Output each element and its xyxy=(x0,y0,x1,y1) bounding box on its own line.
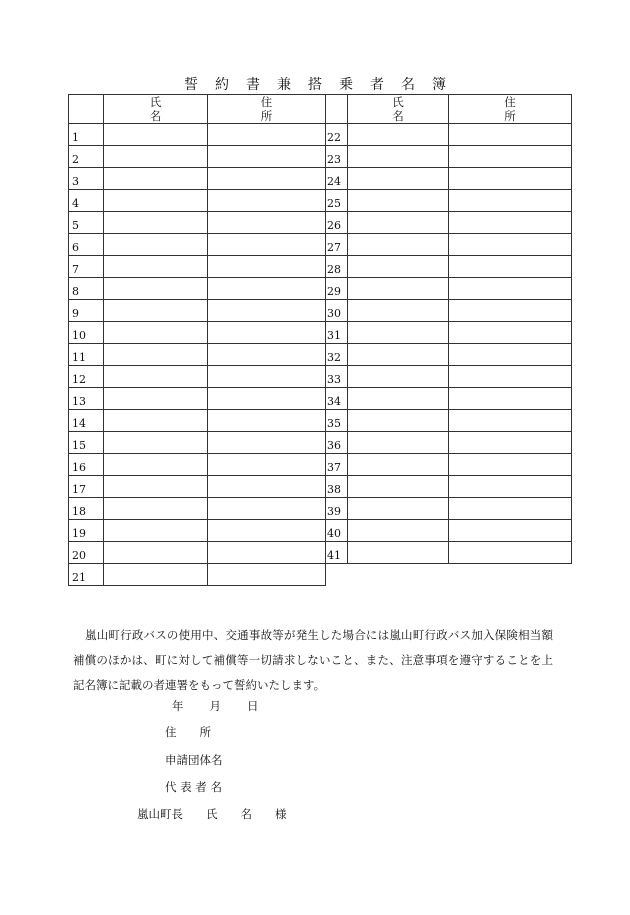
address-cell[interactable] xyxy=(208,300,326,322)
row-number: 14 xyxy=(69,410,104,432)
name-cell[interactable] xyxy=(348,190,449,212)
table-row xyxy=(326,366,572,388)
row-number: 38 xyxy=(326,476,348,498)
address-cell[interactable] xyxy=(449,300,572,322)
name-cell[interactable] xyxy=(104,366,208,388)
header-address: 住 所 xyxy=(208,95,326,124)
address-cell[interactable] xyxy=(449,212,572,234)
row-number: 16 xyxy=(69,454,104,476)
name-cell[interactable] xyxy=(348,300,449,322)
row-number: 26 xyxy=(326,212,348,234)
row-number: 12 xyxy=(69,366,104,388)
row-number: 23 xyxy=(326,146,348,168)
name-cell[interactable] xyxy=(104,322,208,344)
address-label: 住 所 xyxy=(165,725,211,739)
address-cell[interactable] xyxy=(208,168,326,190)
name-cell[interactable] xyxy=(348,410,449,432)
row-number: 19 xyxy=(69,520,104,542)
address-cell[interactable] xyxy=(449,366,572,388)
representative-label: 代 表 者 名 xyxy=(165,780,222,794)
row-number: 3 xyxy=(69,168,104,190)
row-number: 17 xyxy=(69,476,104,498)
address-cell[interactable] xyxy=(208,146,326,168)
name-cell[interactable] xyxy=(104,256,208,278)
table-row xyxy=(69,410,326,432)
table-row xyxy=(326,168,572,190)
table-row xyxy=(326,476,572,498)
row-number: 34 xyxy=(326,388,348,410)
pledge-text: 嵐山町行政バスの使用中、交通事故等が発生した場合には嵐山町行政バス加入保険相当額補償のほかは、町に対して補償等一切請求しないこと、また、注意事項を遵守することを上記名簿に記載の者連署をもって誓約いたします。 xyxy=(73,627,553,692)
row-number: 1 xyxy=(69,124,104,146)
name-cell[interactable] xyxy=(348,476,449,498)
address-cell[interactable] xyxy=(449,454,572,476)
name-cell[interactable] xyxy=(348,168,449,190)
name-cell[interactable] xyxy=(348,432,449,454)
table-row xyxy=(69,366,326,388)
row-number: 7 xyxy=(69,256,104,278)
row-number: 27 xyxy=(326,234,348,256)
table-row xyxy=(69,300,326,322)
row-number: 9 xyxy=(69,300,104,322)
row-number: 39 xyxy=(326,498,348,520)
address-cell[interactable] xyxy=(449,190,572,212)
row-number: 11 xyxy=(69,344,104,366)
table-row xyxy=(69,564,326,586)
name-cell[interactable] xyxy=(348,366,449,388)
name-cell[interactable] xyxy=(348,388,449,410)
address-cell[interactable] xyxy=(449,278,572,300)
name-cell[interactable] xyxy=(104,168,208,190)
table-row xyxy=(326,322,572,344)
table-row xyxy=(326,432,572,454)
table-row xyxy=(326,300,572,322)
table-row xyxy=(69,432,326,454)
addressee-line: 嵐山町長 氏 名 様 xyxy=(137,807,287,821)
row-number: 40 xyxy=(326,520,348,542)
name-cell[interactable] xyxy=(348,322,449,344)
address-cell[interactable] xyxy=(449,146,572,168)
table-row xyxy=(326,344,572,366)
table-row xyxy=(69,256,326,278)
row-number: 25 xyxy=(326,190,348,212)
name-cell[interactable] xyxy=(348,498,449,520)
table-row xyxy=(69,454,326,476)
date-line xyxy=(172,698,259,714)
row-number: 2 xyxy=(69,146,104,168)
address-cell[interactable] xyxy=(208,410,326,432)
address-cell[interactable] xyxy=(208,212,326,234)
name-cell[interactable] xyxy=(104,190,208,212)
table-row xyxy=(69,520,326,542)
row-number: 33 xyxy=(326,366,348,388)
address-cell[interactable] xyxy=(449,498,572,520)
header-address: 住 所 xyxy=(449,95,572,124)
address-cell[interactable] xyxy=(208,344,326,366)
name-cell[interactable] xyxy=(104,498,208,520)
address-cell[interactable] xyxy=(208,498,326,520)
table-row xyxy=(69,212,326,234)
table-row xyxy=(326,146,572,168)
address-cell[interactable] xyxy=(449,476,572,498)
address-cell[interactable] xyxy=(208,234,326,256)
row-number: 10 xyxy=(69,322,104,344)
table-row xyxy=(69,146,326,168)
header-number-cell xyxy=(69,95,104,124)
table-row xyxy=(69,168,326,190)
table-row xyxy=(69,498,326,520)
row-number: 30 xyxy=(326,300,348,322)
address-cell[interactable] xyxy=(449,388,572,410)
name-cell[interactable] xyxy=(348,256,449,278)
document-title: 誓約書兼搭乗者名簿 xyxy=(184,77,463,93)
table-row xyxy=(69,476,326,498)
header-name: 氏 名 xyxy=(348,95,449,124)
address-cell[interactable] xyxy=(449,410,572,432)
table-row xyxy=(69,542,326,564)
table-row xyxy=(326,256,572,278)
name-cell[interactable] xyxy=(104,520,208,542)
table-row xyxy=(326,278,572,300)
address-cell[interactable] xyxy=(208,256,326,278)
address-cell[interactable] xyxy=(208,520,326,542)
row-number: 8 xyxy=(69,278,104,300)
table-row xyxy=(326,124,572,146)
address-cell[interactable] xyxy=(449,432,572,454)
table-row xyxy=(69,344,326,366)
address-cell[interactable] xyxy=(449,322,572,344)
name-cell[interactable] xyxy=(104,278,208,300)
name-cell[interactable] xyxy=(348,520,449,542)
address-cell[interactable] xyxy=(449,234,572,256)
address-cell[interactable] xyxy=(208,542,326,564)
row-number: 6 xyxy=(69,234,104,256)
table-row xyxy=(69,234,326,256)
row-number: 5 xyxy=(69,212,104,234)
name-cell[interactable] xyxy=(104,454,208,476)
name-cell[interactable] xyxy=(348,124,449,146)
name-cell[interactable] xyxy=(348,146,449,168)
address-cell[interactable] xyxy=(208,124,326,146)
table-row xyxy=(326,388,572,410)
address-cell[interactable] xyxy=(449,124,572,146)
table-row xyxy=(69,190,326,212)
table-row xyxy=(326,454,572,476)
row-number: 37 xyxy=(326,454,348,476)
name-cell[interactable] xyxy=(348,278,449,300)
table-row xyxy=(326,212,572,234)
roster-table-right xyxy=(325,94,572,564)
row-number: 36 xyxy=(326,432,348,454)
row-number: 31 xyxy=(326,322,348,344)
address-cell[interactable] xyxy=(449,520,572,542)
address-cell[interactable] xyxy=(449,344,572,366)
name-cell[interactable] xyxy=(104,146,208,168)
month-label: 月 xyxy=(209,699,221,713)
name-cell[interactable] xyxy=(104,234,208,256)
address-cell[interactable] xyxy=(449,256,572,278)
row-number: 18 xyxy=(69,498,104,520)
table-row xyxy=(69,388,326,410)
organization-label: 申請団体名 xyxy=(165,753,223,767)
address-cell[interactable] xyxy=(208,432,326,454)
row-number: 24 xyxy=(326,168,348,190)
table-row xyxy=(69,124,326,146)
year-label: 年 xyxy=(172,699,184,713)
table-row xyxy=(326,234,572,256)
header-name: 氏 名 xyxy=(104,95,208,124)
row-number: 41 xyxy=(326,542,348,564)
row-number: 21 xyxy=(69,564,104,586)
day-label: 日 xyxy=(247,699,259,713)
address-cell[interactable] xyxy=(449,168,572,190)
table-row xyxy=(69,278,326,300)
name-cell[interactable] xyxy=(348,542,449,564)
name-cell[interactable] xyxy=(104,300,208,322)
row-number: 15 xyxy=(69,432,104,454)
name-cell[interactable] xyxy=(104,564,208,586)
table-row xyxy=(69,322,326,344)
name-cell[interactable] xyxy=(348,234,449,256)
row-number: 29 xyxy=(326,278,348,300)
address-cell[interactable] xyxy=(208,476,326,498)
name-cell[interactable] xyxy=(104,542,208,564)
name-cell[interactable] xyxy=(104,344,208,366)
address-cell[interactable] xyxy=(208,564,326,586)
address-cell[interactable] xyxy=(208,322,326,344)
table-row xyxy=(326,520,572,542)
roster-table-left xyxy=(68,94,326,586)
name-cell[interactable] xyxy=(104,476,208,498)
address-cell[interactable] xyxy=(208,366,326,388)
address-cell[interactable] xyxy=(208,190,326,212)
table-row xyxy=(326,410,572,432)
address-cell[interactable] xyxy=(449,542,572,564)
row-number: 22 xyxy=(326,124,348,146)
row-number: 20 xyxy=(69,542,104,564)
header-number-cell xyxy=(326,95,348,124)
name-cell[interactable] xyxy=(348,344,449,366)
table-row xyxy=(326,190,572,212)
table-row xyxy=(326,542,572,564)
name-cell[interactable] xyxy=(104,124,208,146)
address-cell[interactable] xyxy=(208,454,326,476)
address-cell[interactable] xyxy=(208,278,326,300)
table-header-row xyxy=(326,95,572,124)
row-number: 13 xyxy=(69,388,104,410)
name-cell[interactable] xyxy=(104,432,208,454)
table-header-row xyxy=(69,95,326,124)
name-cell[interactable] xyxy=(104,410,208,432)
row-number: 32 xyxy=(326,344,348,366)
row-number: 4 xyxy=(69,190,104,212)
table-row xyxy=(326,498,572,520)
row-number: 28 xyxy=(326,256,348,278)
name-cell[interactable] xyxy=(104,388,208,410)
row-number: 35 xyxy=(326,410,348,432)
name-cell[interactable] xyxy=(348,454,449,476)
name-cell[interactable] xyxy=(348,212,449,234)
address-cell[interactable] xyxy=(208,388,326,410)
name-cell[interactable] xyxy=(104,212,208,234)
